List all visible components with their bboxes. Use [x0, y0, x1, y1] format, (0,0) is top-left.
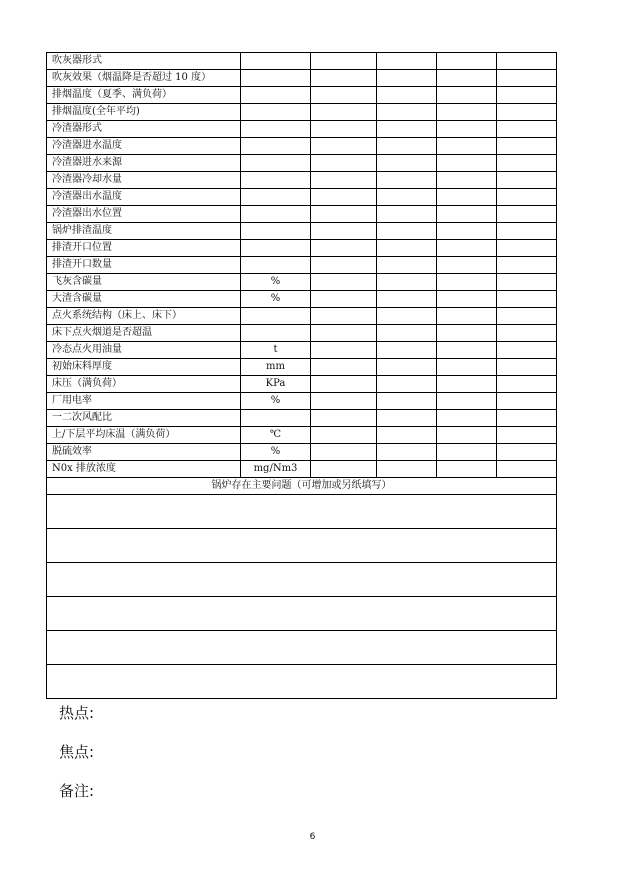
row-label: 初始床料厚度	[47, 359, 241, 376]
value-cell[interactable]	[437, 155, 497, 172]
row-label: 吹灰效果（烟温降是否超过 10 度）	[47, 70, 241, 87]
value-cell[interactable]	[497, 53, 557, 70]
row-label: 飞灰含碳量	[47, 274, 241, 291]
value-cell[interactable]	[377, 138, 437, 155]
row-unit	[241, 138, 311, 155]
row-unit: %	[241, 274, 311, 291]
value-cell[interactable]	[377, 410, 437, 427]
row-label: 排烟温度(全年平均)	[47, 104, 241, 121]
value-cell[interactable]	[377, 240, 437, 257]
value-cell[interactable]	[437, 291, 497, 308]
table-row	[47, 444, 557, 461]
value-cell[interactable]	[377, 291, 437, 308]
row-label: 冷渣器进水温度	[47, 138, 241, 155]
value-cell[interactable]	[437, 410, 497, 427]
row-unit	[241, 223, 311, 240]
row-label: 冷渣器出水位置	[47, 206, 241, 223]
table-row	[47, 189, 557, 206]
value-cell[interactable]	[437, 104, 497, 121]
row-unit	[241, 206, 311, 223]
table-row	[47, 223, 557, 240]
value-cell[interactable]	[311, 410, 377, 427]
value-cell[interactable]	[311, 240, 377, 257]
value-cell[interactable]	[497, 274, 557, 291]
row-label: 脱硫效率	[47, 444, 241, 461]
value-cell[interactable]	[497, 291, 557, 308]
row-unit	[241, 240, 311, 257]
table-row	[47, 257, 557, 274]
value-cell[interactable]	[497, 342, 557, 359]
value-cell[interactable]	[311, 53, 377, 70]
value-cell[interactable]	[497, 376, 557, 393]
value-cell[interactable]	[497, 427, 557, 444]
value-cell[interactable]	[497, 325, 557, 342]
value-cell[interactable]	[437, 189, 497, 206]
value-cell[interactable]	[437, 53, 497, 70]
value-cell[interactable]	[497, 189, 557, 206]
row-unit	[241, 189, 311, 206]
row-label: 厂用电率	[47, 393, 241, 410]
value-cell[interactable]	[311, 70, 377, 87]
table-row	[47, 104, 557, 121]
value-cell[interactable]	[377, 70, 437, 87]
value-cell[interactable]	[497, 104, 557, 121]
value-cell[interactable]	[311, 138, 377, 155]
table-row	[47, 376, 557, 393]
value-cell[interactable]	[311, 461, 377, 478]
row-label: 排渣开口数量	[47, 257, 241, 274]
table-row	[47, 206, 557, 223]
row-label: 冷渣器冷却水量	[47, 172, 241, 189]
row-label: 排烟温度（夏季、满负荷）	[47, 87, 241, 104]
table-row	[47, 308, 557, 325]
value-cell[interactable]	[377, 104, 437, 121]
value-cell[interactable]	[311, 257, 377, 274]
issue-field[interactable]	[47, 495, 557, 529]
value-cell[interactable]	[497, 359, 557, 376]
value-cell[interactable]	[437, 274, 497, 291]
value-cell[interactable]	[437, 444, 497, 461]
value-cell[interactable]	[311, 427, 377, 444]
issue-field[interactable]	[47, 529, 557, 563]
table-row	[47, 461, 557, 478]
table-row	[47, 172, 557, 189]
row-unit	[241, 70, 311, 87]
value-cell[interactable]	[497, 121, 557, 138]
issue-field[interactable]	[47, 597, 557, 631]
issue-row[interactable]	[47, 631, 557, 665]
value-cell[interactable]	[497, 257, 557, 274]
value-cell[interactable]	[437, 138, 497, 155]
row-label: 排渣开口位置	[47, 240, 241, 257]
value-cell[interactable]	[437, 70, 497, 87]
value-cell[interactable]	[497, 155, 557, 172]
value-cell[interactable]	[311, 393, 377, 410]
value-cell[interactable]	[311, 308, 377, 325]
value-cell[interactable]	[497, 240, 557, 257]
row-unit: KPa	[241, 376, 311, 393]
value-cell[interactable]	[437, 257, 497, 274]
row-label: 吹灰器形式	[47, 53, 241, 70]
value-cell[interactable]	[437, 376, 497, 393]
value-cell[interactable]	[497, 461, 557, 478]
value-cell[interactable]	[497, 223, 557, 240]
row-unit: mg/Nm3	[241, 461, 311, 478]
value-cell[interactable]	[377, 189, 437, 206]
value-cell[interactable]	[437, 240, 497, 257]
value-cell[interactable]	[437, 359, 497, 376]
row-unit	[241, 104, 311, 121]
value-cell[interactable]	[311, 444, 377, 461]
row-label: 一二次风配比	[47, 410, 241, 427]
value-cell[interactable]	[311, 359, 377, 376]
row-label: 上/下层平均床温（满负荷）	[47, 427, 241, 444]
issues-title: 锅炉存在主要问题（可增加或另纸填写）	[47, 478, 557, 495]
issue-row[interactable]	[47, 597, 557, 631]
table-row	[47, 138, 557, 155]
value-cell[interactable]	[497, 70, 557, 87]
value-cell[interactable]	[377, 444, 437, 461]
value-cell[interactable]	[377, 53, 437, 70]
issue-row[interactable]	[47, 495, 557, 529]
issue-row[interactable]	[47, 665, 557, 699]
value-cell[interactable]	[497, 393, 557, 410]
table-row	[47, 155, 557, 172]
value-cell[interactable]	[437, 342, 497, 359]
value-cell[interactable]	[437, 325, 497, 342]
value-cell[interactable]	[497, 206, 557, 223]
note-label: 备注:	[59, 782, 95, 800]
row-label: 大渣含碳量	[47, 291, 241, 308]
hotspot-label: 热点:	[59, 704, 95, 722]
value-cell[interactable]	[311, 189, 377, 206]
value-cell[interactable]	[311, 342, 377, 359]
boiler-survey-table	[46, 52, 557, 699]
row-label: 冷渣器出水温度	[47, 189, 241, 206]
value-cell[interactable]	[311, 121, 377, 138]
row-label: 冷渣器形式	[47, 121, 241, 138]
row-unit: %	[241, 444, 311, 461]
value-cell[interactable]	[497, 172, 557, 189]
row-unit: %	[241, 291, 311, 308]
row-label: 冷渣器进水来源	[47, 155, 241, 172]
issue-field[interactable]	[47, 665, 557, 699]
issue-field[interactable]	[47, 563, 557, 597]
table-row	[47, 70, 557, 87]
value-cell[interactable]	[437, 461, 497, 478]
table-row	[47, 53, 557, 70]
value-cell[interactable]	[311, 325, 377, 342]
table-row	[47, 410, 557, 427]
value-cell[interactable]	[437, 427, 497, 444]
table-row	[47, 393, 557, 410]
table-body	[47, 53, 557, 478]
value-cell[interactable]	[377, 376, 437, 393]
row-label: 点火系统结构（床上、床下）	[47, 308, 241, 325]
value-cell[interactable]	[311, 206, 377, 223]
table-row	[47, 87, 557, 104]
value-cell[interactable]	[497, 444, 557, 461]
focus-label: 焦点:	[59, 743, 95, 761]
value-cell[interactable]	[377, 325, 437, 342]
value-cell[interactable]	[311, 274, 377, 291]
table-row	[47, 427, 557, 444]
page-number: 6	[309, 832, 316, 842]
value-cell[interactable]	[311, 172, 377, 189]
table-row	[47, 325, 557, 342]
row-label: N0x 排放浓度	[47, 461, 241, 478]
row-unit	[241, 308, 311, 325]
issue-row[interactable]	[47, 529, 557, 563]
value-cell[interactable]	[497, 87, 557, 104]
value-cell[interactable]	[377, 87, 437, 104]
row-unit: %	[241, 393, 311, 410]
value-cell[interactable]	[497, 410, 557, 427]
value-cell[interactable]	[377, 155, 437, 172]
issues-header-row	[47, 478, 557, 495]
value-cell[interactable]	[437, 87, 497, 104]
value-cell[interactable]	[311, 223, 377, 240]
value-cell[interactable]	[497, 308, 557, 325]
row-unit: ℃	[241, 427, 311, 444]
value-cell[interactable]	[377, 257, 437, 274]
table-row	[47, 342, 557, 359]
value-cell[interactable]	[437, 308, 497, 325]
value-cell[interactable]	[437, 121, 497, 138]
value-cell[interactable]	[377, 427, 437, 444]
value-cell[interactable]	[377, 223, 437, 240]
row-unit	[241, 155, 311, 172]
row-unit	[241, 53, 311, 70]
table-row	[47, 291, 557, 308]
row-label: 床压（满负荷）	[47, 376, 241, 393]
value-cell[interactable]	[497, 138, 557, 155]
value-cell[interactable]	[311, 291, 377, 308]
issue-field[interactable]	[47, 631, 557, 665]
row-label: 床下点火烟道是否超温	[47, 325, 241, 342]
row-unit	[241, 87, 311, 104]
row-unit: t	[241, 342, 311, 359]
value-cell[interactable]	[377, 359, 437, 376]
value-cell[interactable]	[437, 172, 497, 189]
value-cell[interactable]	[377, 121, 437, 138]
row-unit	[241, 172, 311, 189]
table-row	[47, 274, 557, 291]
row-unit	[241, 325, 311, 342]
value-cell[interactable]	[437, 223, 497, 240]
value-cell[interactable]	[311, 376, 377, 393]
issue-row[interactable]	[47, 563, 557, 597]
value-cell[interactable]	[377, 308, 437, 325]
value-cell[interactable]	[377, 206, 437, 223]
value-cell[interactable]	[377, 274, 437, 291]
value-cell[interactable]	[311, 104, 377, 121]
value-cell[interactable]	[437, 206, 497, 223]
row-label: 冷态点火用油量	[47, 342, 241, 359]
value-cell[interactable]	[311, 155, 377, 172]
table-row	[47, 359, 557, 376]
table-row	[47, 121, 557, 138]
row-unit	[241, 257, 311, 274]
value-cell[interactable]	[377, 172, 437, 189]
value-cell[interactable]	[311, 87, 377, 104]
row-unit	[241, 410, 311, 427]
row-unit	[241, 121, 311, 138]
value-cell[interactable]	[437, 393, 497, 410]
value-cell[interactable]	[377, 342, 437, 359]
table-row	[47, 240, 557, 257]
value-cell[interactable]	[377, 461, 437, 478]
row-unit: mm	[241, 359, 311, 376]
row-label: 锅炉排渣温度	[47, 223, 241, 240]
value-cell[interactable]	[377, 393, 437, 410]
